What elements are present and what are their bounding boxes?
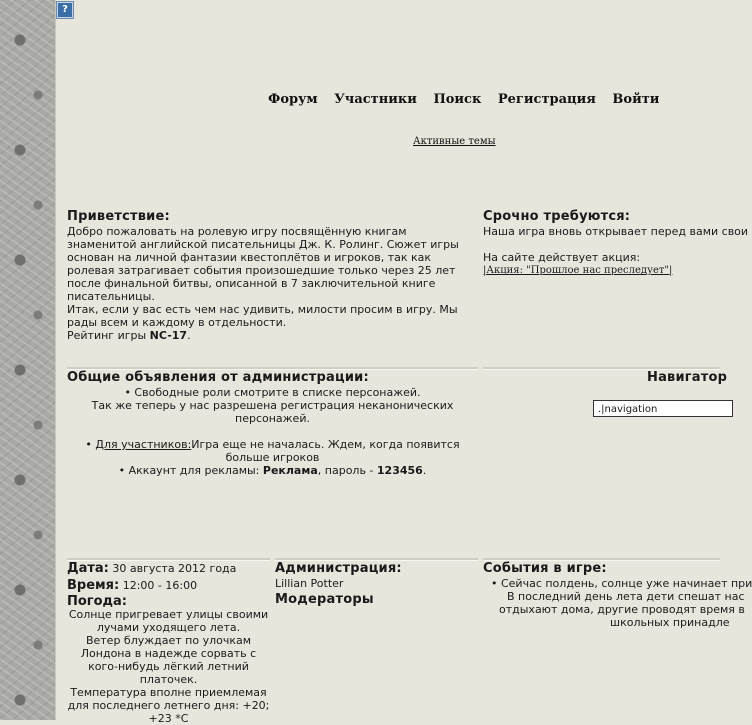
members-link[interactable]: Для участников: [95, 438, 192, 451]
events-line: отдыхают дома, другие проводят время в [499, 603, 745, 616]
welcome-title: Приветствие: [67, 209, 170, 224]
weather-line [67, 595, 270, 608]
events-line: школьных принадле [610, 616, 730, 629]
ad-mid: , пароль - [317, 464, 377, 477]
ad-prefix: • Аккаунт для рекламы: [118, 464, 263, 477]
announcement-free-roles: • Свободные роли смотрите в списке персонажей. [124, 386, 421, 399]
announcements-section [67, 371, 478, 477]
navigation-select[interactable]: .|navigation [593, 400, 733, 417]
promo-text: На сайте действует акция: [483, 251, 641, 264]
nav-register[interactable]: Регистрация [497, 92, 596, 107]
promo-link[interactable]: |Акция: "Прошлое нас преследует"| [483, 265, 673, 276]
datetime-section [67, 562, 270, 725]
members-text: Игра еще не началась. Ждем, когда появится больше игроков [191, 438, 460, 464]
nav-forum[interactable]: Форум [268, 92, 318, 107]
welcome-invite: Итак, если у вас есть чем нас удивить, милости просим в игру. Мы рады всем и каждому в отдельности. [67, 303, 458, 329]
announcement-members [67, 438, 478, 464]
rating-line [67, 329, 477, 342]
weather-wind: Ветер блуждает по улочкам Лондона в надежде сорвать с кого-нибудь лёгкий летний платочек. [80, 634, 257, 686]
urgent-text: Наша игра вновь открывает перед вами свои [483, 225, 749, 238]
bullet: • [85, 438, 96, 451]
date-line [67, 562, 270, 575]
announcement-noncanon: Так же теперь у нас разрешена регистрация неканонических персонажей. [91, 399, 454, 425]
rating-value: NC-17 [149, 329, 188, 342]
admin-section [275, 562, 478, 608]
announcements-title: Общие объявления от администрации: [67, 370, 369, 385]
rating-suffix: . [187, 329, 191, 342]
events-title: События в игре: [483, 561, 607, 576]
date-label: Дата: [67, 561, 109, 576]
events-line: • Сейчас полдень, солнце уже начинает при [491, 577, 752, 590]
weather-sun: Солнце пригревает улицы своими лучами уходящего лета. [68, 608, 269, 634]
urgent-title: Срочно требуются: [483, 209, 631, 224]
rating-prefix: Рейтинг игры [67, 329, 150, 342]
date-value: 30 августа 2012 года [112, 562, 237, 575]
events-line: В последний день лета дети спешат нас [507, 590, 745, 603]
navigator-title: Навигатор [647, 370, 728, 385]
welcome-section [67, 210, 477, 342]
active-topics-link[interactable]: Активные темы [413, 136, 496, 147]
moderators-title: Модераторы [275, 592, 374, 607]
events-section [483, 561, 752, 629]
time-label: Время: [67, 578, 120, 593]
help-button[interactable]: ? [57, 2, 73, 18]
ad-suffix: . [422, 464, 427, 477]
weather-temp: Температура вполне приемлемая для последнего летнего дня: +20; +23 *С [67, 686, 270, 725]
top-navigation [262, 92, 665, 107]
weather-label: Погода: [67, 594, 128, 609]
nav-members[interactable]: Участники [334, 92, 417, 107]
navigator-section [647, 371, 727, 386]
admin-name[interactable]: Lillian Potter [275, 577, 344, 590]
announcement-ad-account [67, 464, 478, 477]
welcome-text: Добро пожаловать на ролевую игру посвящённую книгам знаменитой английской писательницы Дж. К. Ролинг. Сюжет игры основан на личной фантазии квестоплётов и игроков, так как ролевая затрагивает события произошедшие только через 25 лет после финальной битвы, описанной в 7 заключительной книге писательницы. [67, 225, 459, 303]
time-line [67, 579, 270, 592]
ad-password: 123456 [376, 464, 423, 477]
nav-search[interactable]: Поиск [433, 92, 482, 107]
decorative-side-strip [0, 0, 56, 720]
ad-account: Реклама [262, 464, 318, 477]
urgent-section [483, 209, 749, 277]
time-value: 12:00 - 16:00 [122, 579, 198, 592]
nav-login[interactable]: Войти [612, 92, 660, 107]
admin-title: Администрация: [275, 561, 402, 576]
